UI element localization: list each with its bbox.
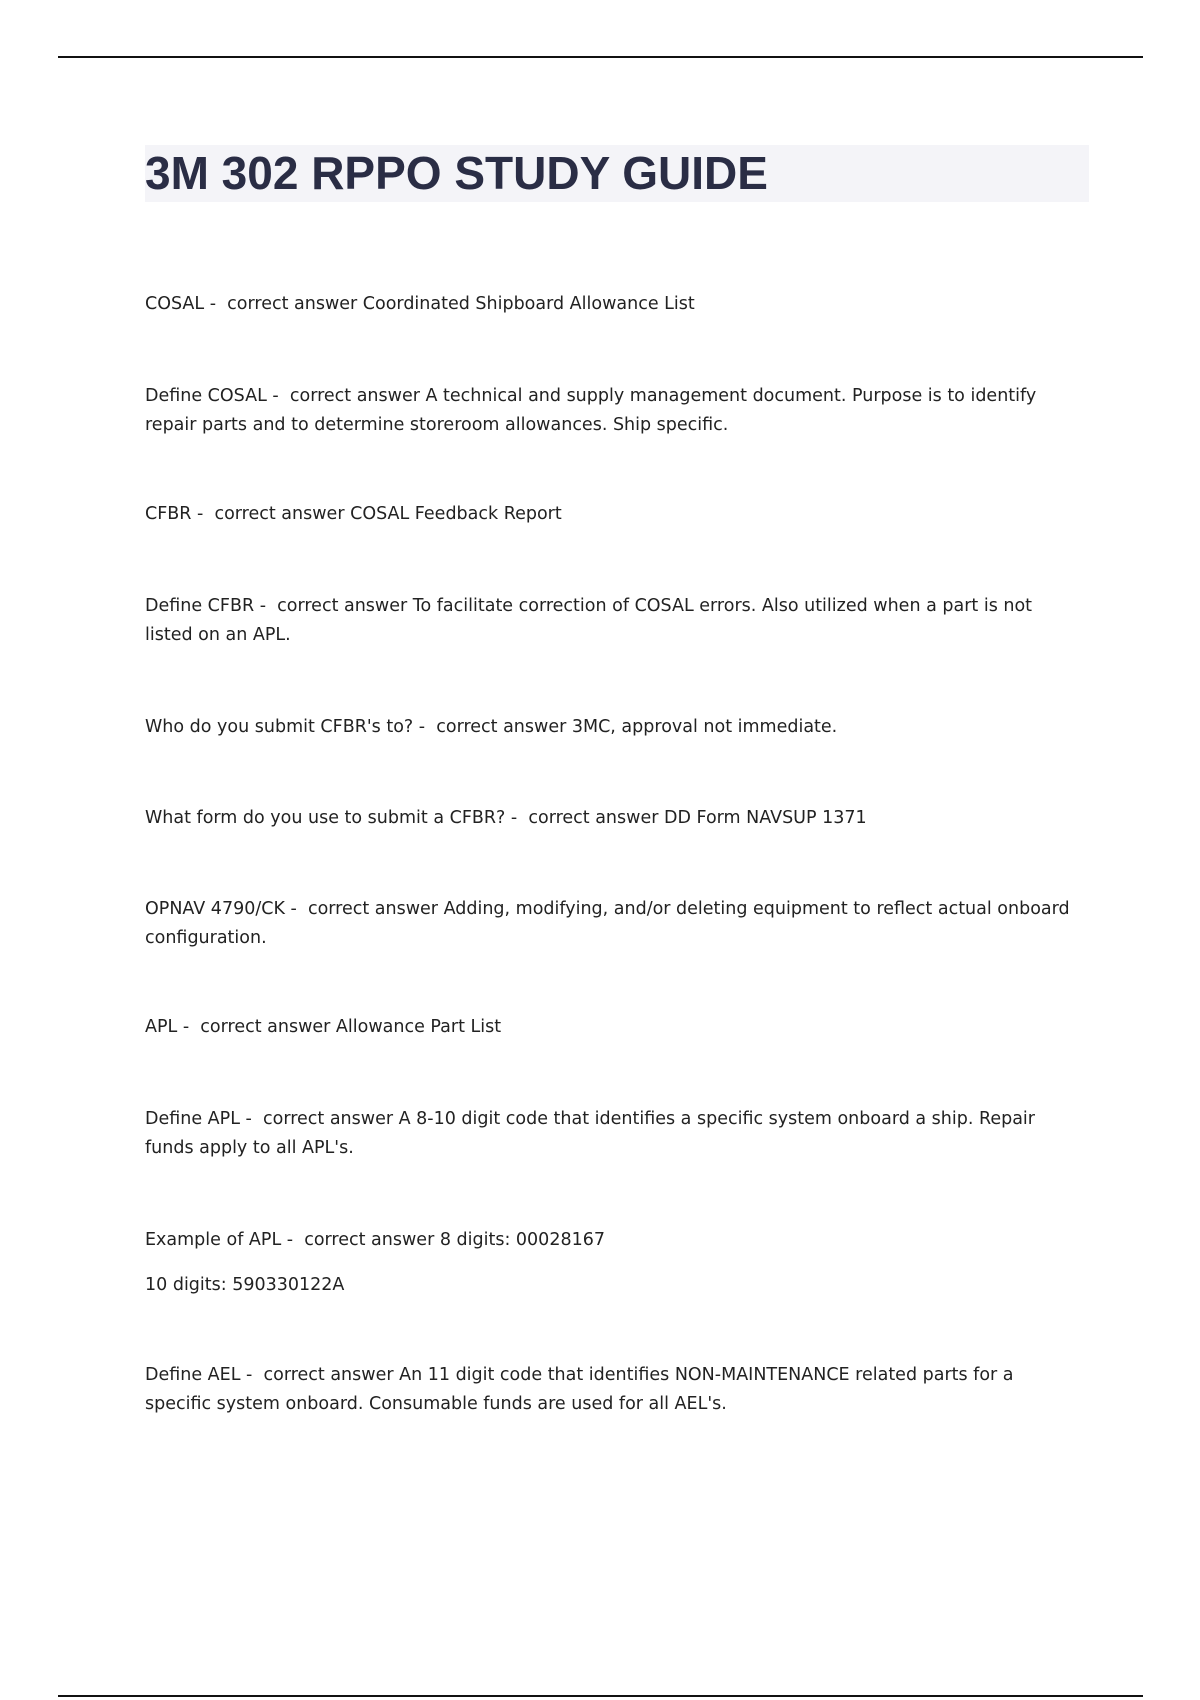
entry-term: OPNAV 4790/CK	[145, 899, 285, 919]
entry-answer: Allowance Part List	[335, 1017, 502, 1037]
entry-separator: -	[239, 1109, 263, 1129]
answer-label: correct answer	[263, 1365, 394, 1385]
entry-term: What form do you use to submit a CFBR?	[145, 808, 506, 828]
entry-answer: DD Form NAVSUP 1371	[664, 808, 867, 828]
answer-label: correct answer	[200, 1017, 331, 1037]
answer-label: correct answer	[262, 1109, 394, 1129]
entry-answer: Adding, modifying, and/or deleting equipment to reflect actual onboard configuration.	[145, 899, 1070, 948]
entry-answer: To facilitate correction of COSAL errors. Also utilized when a part is not listed on an APL.	[145, 596, 1033, 645]
entry-answer: A 8-10 digit code that identifies a specific system onboard a ship. Repair funds apply to all APL's.	[145, 1109, 1035, 1158]
entry-separator: -	[266, 386, 290, 406]
answer-label: correct answer	[289, 386, 420, 406]
entry-term: Define CFBR	[145, 596, 255, 616]
page-title: 3M 302 RPPO STUDY GUIDE	[145, 147, 768, 199]
entry-term: Define APL	[145, 1109, 240, 1129]
entry-separator: -	[240, 1365, 264, 1385]
entry-separator: -	[284, 899, 308, 919]
qa-entry	[145, 1105, 1075, 1163]
qa-entry	[145, 1361, 1075, 1419]
entry-answer: A technical and supply management document. Purpose is to identify repair parts and to determine storeroom allowances. Ship specific.	[145, 386, 1037, 435]
qa-entry	[145, 713, 1075, 742]
answer-label: correct answer	[227, 294, 358, 314]
answer-label: correct answer	[214, 504, 345, 524]
entry-separator: -	[254, 596, 278, 616]
entry-answer-continuation: 10 digits: 590330122A	[145, 1275, 345, 1295]
entry-term: COSAL	[145, 294, 205, 314]
bottom-rule	[58, 1695, 1143, 1697]
entry-term: Example of APL	[145, 1230, 282, 1250]
entry-term: CFBR	[145, 504, 192, 524]
entry-answer: Coordinated Shipboard Allowance List	[362, 294, 695, 314]
entry-term: Define COSAL	[145, 386, 267, 406]
answer-label: correct answer	[436, 717, 567, 737]
qa-entry	[145, 592, 1075, 650]
qa-entry	[145, 804, 1075, 833]
entry-separator: -	[191, 504, 215, 524]
entry-term: Who do you submit CFBR's to?	[145, 717, 414, 737]
entry-answer: 8 digits: 00028167	[439, 1230, 605, 1250]
answer-label: correct answer	[277, 596, 408, 616]
answer-label: correct answer	[307, 899, 438, 919]
answer-label: correct answer	[528, 808, 659, 828]
top-rule	[58, 56, 1143, 58]
entry-answer: COSAL Feedback Report	[350, 504, 562, 524]
entry-answer: 3MC, approval not immediate.	[571, 717, 838, 737]
entry-separator: -	[204, 294, 228, 314]
entry-separator: -	[177, 1017, 201, 1037]
entry-separator: -	[281, 1230, 305, 1250]
entry-term: APL	[145, 1017, 178, 1037]
qa-entry	[145, 382, 1075, 440]
qa-entry	[145, 500, 1075, 529]
qa-entry	[145, 1226, 1075, 1255]
entry-term: Define AEL	[145, 1365, 241, 1385]
answer-label: correct answer	[304, 1230, 435, 1250]
entry-answer: An 11 digit code that identifies NON-MAINTENANCE related parts for a specific system onboard. Consumable funds are used for all AEL's.	[145, 1365, 1014, 1414]
qa-entry	[145, 1013, 1075, 1042]
entry-separator: -	[505, 808, 529, 828]
qa-entry	[145, 895, 1075, 953]
entry-separator: -	[413, 717, 437, 737]
qa-entry	[145, 290, 1075, 319]
